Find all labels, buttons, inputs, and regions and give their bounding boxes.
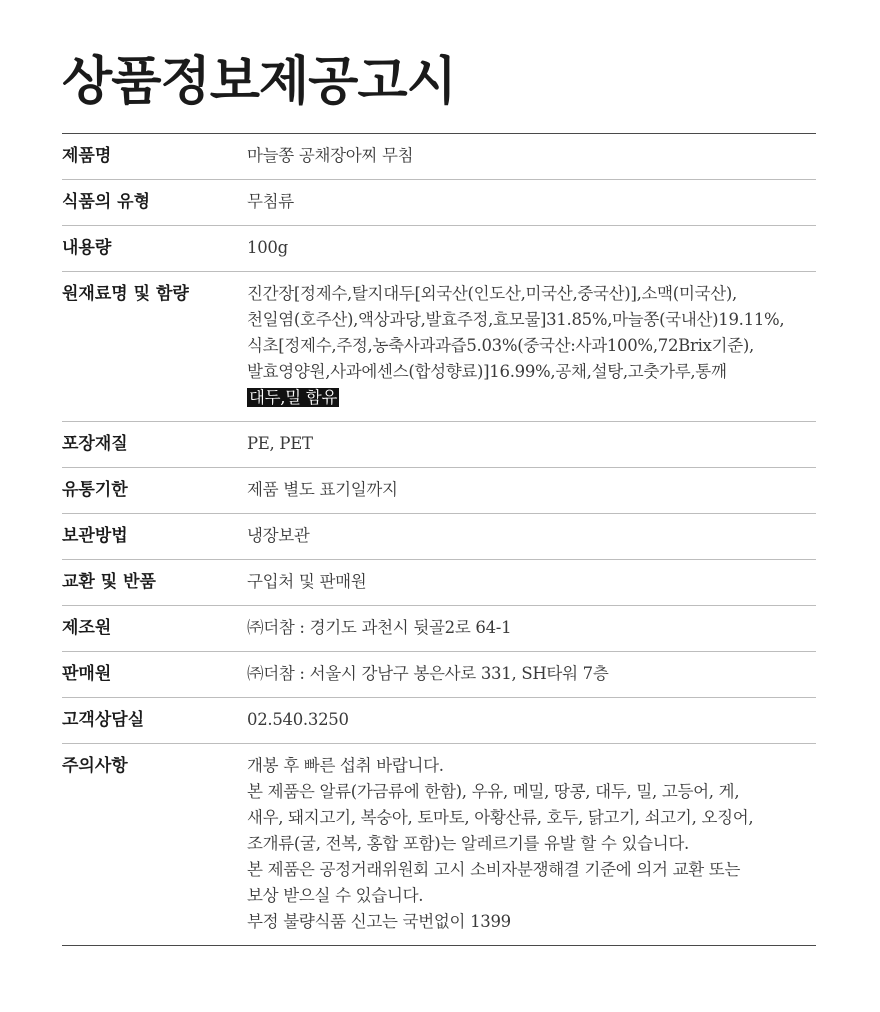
- row-caution: [62, 743, 816, 945]
- row-value: 02.540.3250: [247, 710, 349, 729]
- row-label: 유통기한: [62, 480, 128, 500]
- row-storage: [62, 513, 816, 559]
- row-label: 교환 및 반품: [62, 572, 156, 592]
- row-value-multiline: [247, 272, 816, 421]
- row-label: 포장재질: [62, 434, 128, 454]
- row-value: 제품 별도 표기일까지: [247, 480, 398, 499]
- row-label: 판매원: [62, 664, 112, 684]
- row-value: 마늘쫑 공채장아찌 무침: [247, 146, 414, 165]
- row-seller: [62, 651, 816, 697]
- row-value: 100g: [247, 238, 288, 257]
- product-info-table: [62, 133, 816, 946]
- row-value: ㈜더참 : 경기도 과천시 뒷골2로 64-1: [247, 618, 512, 637]
- row-label: 식품의 유형: [62, 192, 151, 212]
- row-value: PE, PET: [247, 434, 313, 453]
- caution-line: 조개류(굴, 전복, 홍합 포함)는 알레르기를 유발 할 수 있습니다.: [247, 834, 690, 853]
- row-product-name: [62, 134, 816, 179]
- row-ingredients: [62, 271, 816, 421]
- row-value: ㈜더참 : 서울시 강남구 봉은사로 331, SH타워 7층: [247, 664, 609, 683]
- row-customer-service: [62, 697, 816, 743]
- row-expiry: [62, 467, 816, 513]
- allergen-highlight: 대두,밀 함유: [249, 388, 338, 407]
- row-label: 제품명: [62, 146, 112, 166]
- ingredients-line: 진간장[정제수,탈지대두[외국산(인도산,미국산,중국산)],소맥(미국산),: [247, 284, 737, 303]
- caution-line: 본 제품은 공정거래위원회 고시 소비자분쟁해결 기준에 의거 교환 또는: [247, 860, 741, 879]
- row-value: 구입처 및 판매원: [247, 572, 367, 591]
- row-packaging: [62, 421, 816, 467]
- ingredients-line: 식초[정제수,주정,농축사과과즙5.03%(중국산:사과100%,72Brix기준),: [247, 336, 754, 355]
- ingredients-line: 발효영양원,사과에센스(합성향료)]16.99%,공채,설탕,고춧가루,통깨: [247, 362, 727, 381]
- caution-line: 본 제품은 알류(가금류에 한함), 우유, 메밀, 땅콩, 대두, 밀, 고등어, 게,: [247, 782, 740, 801]
- row-manufacturer: [62, 605, 816, 651]
- row-exchange: [62, 559, 816, 605]
- page-title: 상품정보제공고시: [62, 51, 456, 112]
- ingredients-line: 천일염(호주산),액상과당,발효주정,효모물]31.85%,마늘쫑(국내산)19.11%,: [247, 310, 785, 329]
- row-value: 무침류: [247, 192, 294, 211]
- row-value-multiline: [247, 744, 816, 945]
- row-capacity: [62, 225, 816, 271]
- ingredients-allergen-line: [247, 385, 816, 411]
- row-label: 제조원: [62, 618, 112, 638]
- row-label: 내용량: [62, 238, 112, 258]
- caution-line: 새우, 돼지고기, 복숭아, 토마토, 아황산류, 호두, 닭고기, 쇠고기, 오징어,: [247, 808, 754, 827]
- caution-line: 보상 받으실 수 있습니다.: [247, 886, 424, 905]
- row-value: 냉장보관: [247, 526, 310, 545]
- row-label: 보관방법: [62, 526, 128, 546]
- row-label: 고객상담실: [62, 710, 145, 730]
- row-label: 원재료명 및 함량: [62, 284, 189, 304]
- row-label: 주의사항: [62, 756, 128, 776]
- caution-line: 개봉 후 빠른 섭취 바랍니다.: [247, 756, 444, 775]
- row-food-type: [62, 179, 816, 225]
- caution-line: 부정 불량식품 신고는 국번없이 1399: [247, 912, 511, 931]
